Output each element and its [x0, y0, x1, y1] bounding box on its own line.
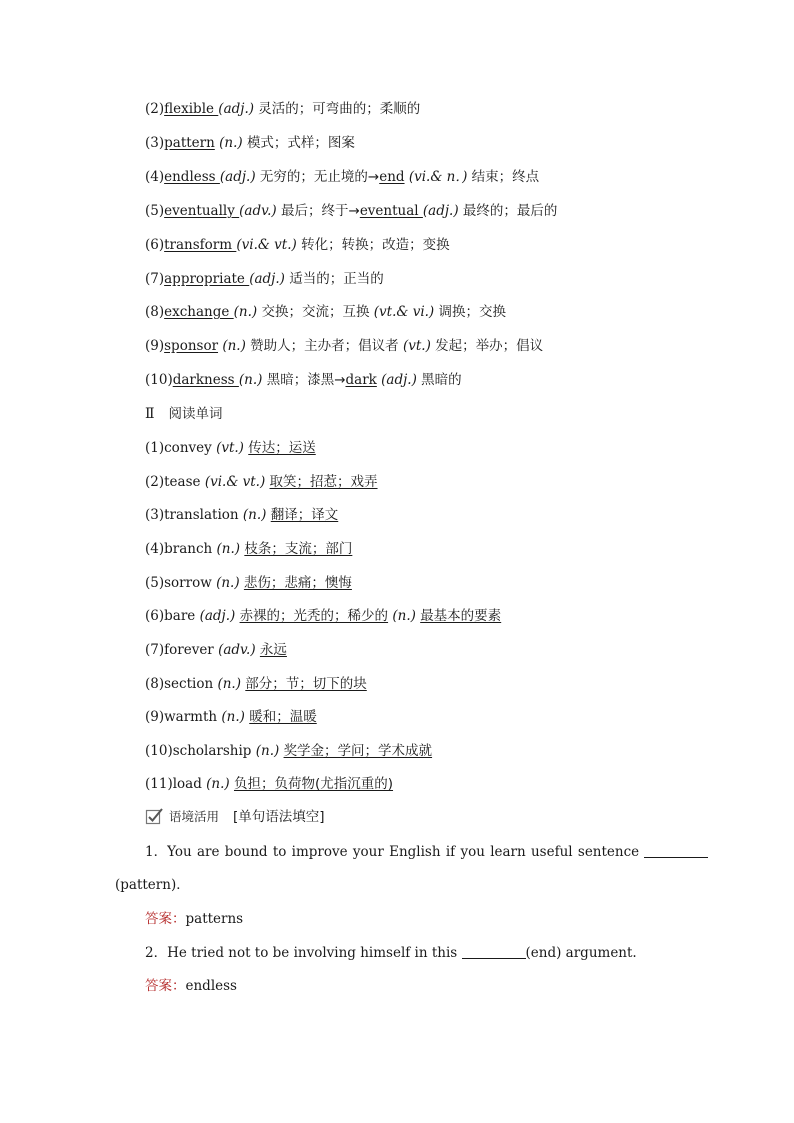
question-1: 1．You are bound to improve your English if you learn useful sentence — [145, 841, 684, 863]
vocab-word: exchange — [164, 304, 234, 320]
vocab-word: darkness — [172, 372, 239, 388]
vocab-item: (6)transform (vi.& vt.) 转化；转换；改造；变换 — [145, 237, 450, 253]
vocab-item: (2)flexible (adj.) 灵活的；可弯曲的；柔顺的 — [145, 101, 421, 117]
vocab-word: pattern — [164, 135, 215, 151]
practice-title: [单句语法填空] — [233, 809, 325, 825]
practice-heading — [145, 806, 684, 828]
vocab-item: (10)darkness (n.) 黑暗；漆黑→dark (adj.) 黑暗的 — [145, 372, 462, 388]
vocab-item: (3)pattern (n.) 模式；式样；图案 — [145, 135, 355, 151]
answer-label: 答案： — [145, 978, 186, 994]
meaning-answer: 最基本的要素 — [420, 608, 502, 624]
meaning-answer: 负担；负荷物(尤指沉重的) — [233, 776, 394, 792]
answer-blank — [644, 843, 708, 858]
vocab-item: (1)convey (vt.) 传达；运送 — [145, 440, 316, 456]
meaning-answer: 部分；节；切下的块 — [245, 676, 367, 692]
meaning-answer: 暖和；温暖 — [249, 709, 317, 725]
meaning-answer: 赤裸的；光秃的；稀少的 — [239, 608, 389, 624]
vocab-item: (4)branch (n.) 枝条；支流；部门 — [145, 541, 353, 557]
vocab-word: end — [379, 169, 405, 185]
vocab-word: transform — [164, 237, 237, 253]
vocab-item: (7)appropriate (adj.) 适当的；正当的 — [145, 271, 384, 287]
vocab-item: (4)endless (adj.) 无穷的；无止境的→end (vi.& n．) 结束；终点 — [145, 169, 540, 185]
vocab-word: endless — [164, 169, 220, 185]
vocab-word: eventually — [164, 203, 240, 219]
meaning-answer: 奖学金；学问；学术成就 — [283, 743, 433, 759]
vocab-item: (10)scholarship (n.) 奖学金；学问；学术成就 — [145, 743, 433, 759]
meaning-answer: 悲伤；悲痛；懊悔 — [243, 575, 352, 591]
question-2: 2．He tried not to be involving himself in this (end) argument. — [145, 945, 637, 961]
checkmark-pencil-icon — [145, 807, 165, 825]
meaning-answer: 永远 — [259, 642, 287, 658]
section-heading — [145, 403, 684, 425]
vocab-word: sponsor — [164, 338, 219, 354]
vocab-word: dark — [345, 372, 377, 388]
vocab-item: (5)sorrow (n.) 悲伤；悲痛；懊悔 — [145, 575, 352, 591]
answer-1: 答案：patterns — [145, 911, 244, 927]
answer-label: 答案： — [145, 911, 186, 927]
answer-2: 答案：endless — [145, 978, 237, 994]
vocab-item: (3)translation (n.) 翻译；译文 — [145, 507, 339, 523]
meaning-answer: 传达；运送 — [248, 440, 316, 456]
meaning-answer: 取笑；招惹；戏弄 — [269, 474, 378, 490]
answer-blank — [462, 944, 526, 959]
vocab-item: (5)eventually (adv.) 最后；终于→eventual (adj.) 最终的；最后的 — [145, 203, 558, 219]
vocab-item: (2)tease (vi.& vt.) 取笑；招惹；戏弄 — [145, 474, 378, 490]
vocab-item: (11)load (n.) 负担；负荷物(尤指沉重的) — [145, 776, 394, 792]
section-number: Ⅱ — [145, 406, 155, 422]
section-title: 阅读单词 — [168, 406, 223, 422]
vocab-item: (8)section (n.) 部分；节；切下的块 — [145, 676, 367, 692]
vocab-item: (7)forever (adv.) 永远 — [145, 642, 287, 658]
vocab-word: appropriate — [164, 271, 250, 287]
practice-tag: 语境活用 — [169, 809, 220, 824]
vocab-item: (9)sponsor (n.) 赞助人；主办者；倡议者 (vt.) 发起；举办；倡议 — [145, 338, 544, 354]
vocab-item: (9)warmth (n.) 暖和；温暖 — [145, 709, 317, 725]
vocab-word: flexible — [164, 101, 219, 117]
question-1-continued: (pattern)． — [115, 877, 190, 893]
vocab-word: eventual — [359, 203, 423, 219]
vocab-item: (6)bare (adj.) 赤裸的；光秃的；稀少的 (n.) 最基本的要素 — [145, 608, 502, 624]
meaning-answer: 枝条；支流；部门 — [244, 541, 353, 557]
meaning-answer: 翻译；译文 — [270, 507, 339, 523]
vocab-item: (8)exchange (n.) 交换；交流；互换 (vt.& vi.) 调换；交换 — [145, 304, 506, 320]
